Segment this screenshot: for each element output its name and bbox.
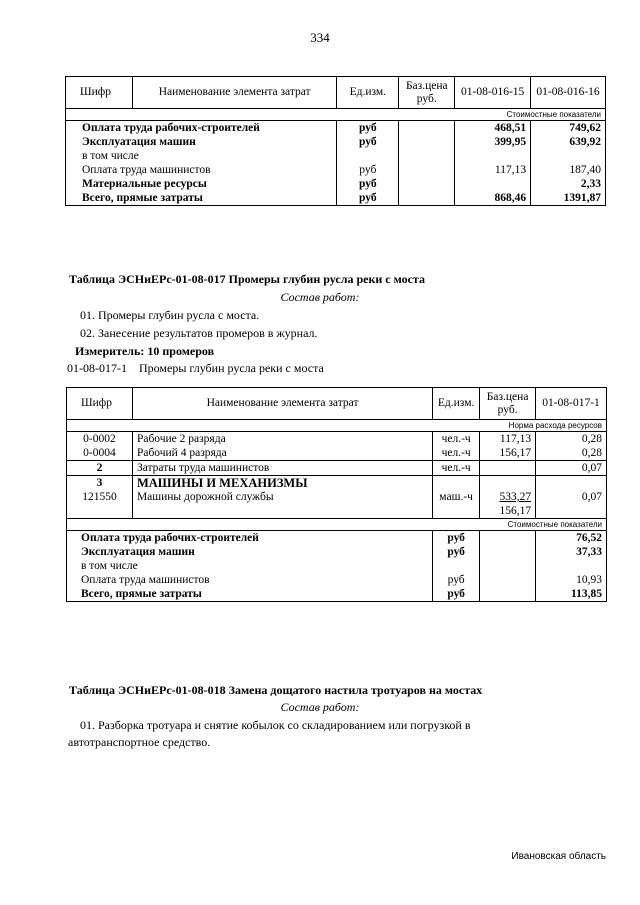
header-code: Шифр [67, 388, 133, 420]
header-col2: 01-08-016-16 [531, 77, 606, 109]
table-row: Оплата труда рабочих-строителей руб 76,52 [67, 531, 607, 546]
header-base-price: Баз.цена руб. [480, 388, 536, 420]
table-row: Эксплуатация машин руб 399,95 639,92 [66, 135, 606, 149]
page-number: 334 [310, 30, 330, 45]
subheader-cost: Стоимостные показатели [67, 519, 607, 531]
cost-table-1 [65, 76, 606, 206]
header-name: Наименование элемента затрат [132, 388, 432, 420]
table-row: в том числе [67, 559, 607, 573]
footer-region: Ивановская область [511, 851, 606, 862]
section-2-title: Таблица ЭСНиЕРс-01-08-017 Промеры глубин русла реки с моста [69, 272, 425, 286]
header-name: Наименование элемента затрат [132, 77, 336, 109]
table-row: 0-0002 Рабочие 2 разряда чел.-ч 117,13 0,28 [67, 432, 607, 447]
subheader-cost: Стоимостные показатели [66, 109, 606, 121]
section-3-item-line-1: 01. Разборка тротуара и снятие кобылок со складированием или погрузкой в [80, 718, 471, 732]
table-row: Оплата труда машинистов руб 10,93 [67, 573, 607, 587]
table-row: в том числе [66, 149, 606, 163]
table-row: 2 Затраты труда машинистов чел.-ч 0,07 [67, 461, 607, 476]
section-2-composition-label: Состав работ: [280, 290, 360, 304]
section-2-meter: Измеритель: 10 промеров [75, 344, 215, 358]
section-2-subcode: 01-08-017-1 Промеры глубин русла реки с моста [67, 361, 324, 375]
section-2-item-2: 02. Занесение результатов промеров в журнал. [80, 326, 318, 340]
header-unit: Ед.изм. [337, 77, 399, 109]
table-row: Оплата труда машинистов руб 117,13 187,40 [66, 163, 606, 177]
table-row: 121550 Машины дорожной службы маш.-ч 533,27 156,17 0,07 [67, 490, 607, 519]
header-code: Шифр [66, 77, 133, 109]
header-unit: Ед.изм. [433, 388, 480, 420]
cost-table-2 [66, 387, 607, 602]
subheader-norm: Норма расхода ресурсов [67, 420, 607, 432]
table-row: Эксплуатация машин руб 37,33 [67, 545, 607, 559]
table-row: Всего, прямые затраты руб 868,46 1391,87 [66, 191, 606, 206]
table-row: 0-0004 Рабочий 4 разряда чел.-ч 156,17 0,28 [67, 446, 607, 461]
section-3-title: Таблица ЭСНиЕРс-01-08-018 Замена дощатого настила тротуаров на мостах [69, 683, 483, 697]
section-3-item-line-2: автотранспортное средство. [68, 735, 211, 749]
table-row: 3 МАШИНЫ И МЕХАНИЗМЫ [67, 476, 607, 491]
section-2-item-1: 01. Промеры глубин русла с моста. [80, 308, 260, 322]
table-row: Всего, прямые затраты руб 113,85 [67, 587, 607, 602]
section-3-composition-label: Состав работ: [280, 700, 360, 714]
header-base-price: Баз.цена руб. [399, 77, 455, 109]
header-col1: 01-08-017-1 [536, 388, 607, 420]
header-col1: 01-08-016-15 [455, 77, 531, 109]
table-row: Оплата труда рабочих-строителей руб 468,51 749,62 [66, 121, 606, 136]
table-row: Материальные ресурсы руб 2,33 [66, 177, 606, 191]
